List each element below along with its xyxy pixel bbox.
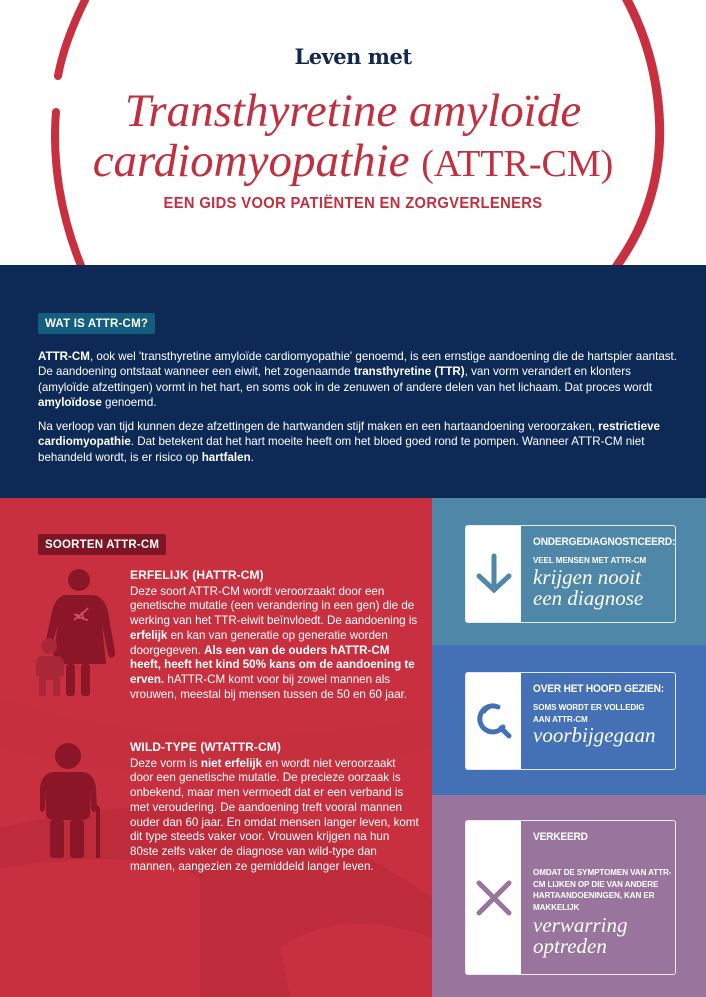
types-tag: SOORTEN ATTR-CM: [38, 534, 166, 555]
type-hereditary-title: ERFELIJK (HATTR-CM): [130, 568, 264, 582]
parent-child-dna-icon: [36, 568, 116, 696]
text-run: Deze vorm is: [130, 756, 201, 770]
stat-panel-underdiagnosed: [432, 498, 706, 645]
header: [0, 0, 706, 265]
text-run: , ook wel 'transthyretine amyloïde cardiomyopathie' genoemd, is een ernstige aandoening die de hartspier aantast. De aandoening ontstaat wanneer een eiwit, het zogenaamde: [38, 350, 677, 379]
text-run: .: [250, 450, 254, 464]
bold-text-run: transthyretine (TTR): [353, 365, 465, 379]
stat-highlight: voorbijgegaan: [533, 723, 656, 747]
bold-text-run: erfelijk: [130, 628, 168, 642]
stat-heading: OVER HET HOOFD GEZIEN:: [533, 683, 664, 695]
type-wild-title: WILD-TYPE (WTATTR-CM): [130, 740, 281, 754]
stat-lead: VEEL MENSEN MET ATTR-CM: [533, 555, 647, 565]
title-line-2: [0, 136, 706, 189]
type-hereditary-body: [130, 585, 420, 703]
stat-lead: SOMS WORDT ER VOLLEDIG AAN ATTR-CM: [533, 702, 645, 724]
stat-card: [465, 672, 676, 770]
bold-text-run: hartfalen: [201, 450, 251, 464]
what-is-paragraph-1: [38, 349, 678, 410]
stat-lead: OMDAT DE SYMPTOMEN VAN ATTR-CM LIJKEN OP DIE VAN ANDERE HARTAANDOENINGEN, KAN ER MAKKELIJK: [533, 867, 672, 912]
bold-text-run: ATTR-CM: [38, 350, 90, 363]
type-wild-body: [130, 757, 420, 875]
text-run: . Dat betekent dat het hart moeite heeft om het bloed goed rond te pompen. Wanneer ATTR-CM niet behandeld wordt, is er risico op: [38, 435, 645, 464]
stat-card: [465, 820, 676, 975]
text-run: genoemd.: [101, 395, 157, 409]
subtitle: EEN GIDS VOOR PATIËNTEN EN ZORGVERLENERS: [163, 195, 543, 212]
text-run: Deze soort ATTR-CM wordt veroorzaakt door een genetische mutatie (een verandering in een gen) die de werking van het TTR-eiwit beïnvloedt. De aandoening is: [130, 584, 418, 628]
what-is-section: [0, 265, 706, 498]
stat-heading: ONDERGEDIAGNOSTICEERD:: [533, 536, 676, 548]
stat-text: [533, 683, 669, 746]
elderly-person-cane-icon: [40, 742, 106, 858]
text-run: , van vorm verandert en klonters (amyloïde afzettingen) vormt in het hart, en soms ook in de zenuwen of andere delen van het lichaam. Dat proces wordt: [38, 365, 653, 394]
icon-box: [466, 673, 521, 769]
bold-text-run: Als een van de ouders hATTR-CM heeft, heeft het kind 50% kans om de aandoening te erven.: [130, 643, 415, 686]
stat-panel-overlooked: [432, 645, 706, 795]
cross-icon: [475, 879, 513, 917]
what-is-paragraph-2: [38, 419, 678, 465]
icon-box: [466, 526, 521, 622]
stat-panel-misdiagnosed: [432, 795, 706, 997]
icon-box: [466, 821, 521, 974]
bold-text-run: amyloïdose: [38, 395, 102, 409]
text-run: hATTR-CM komt voor bij zowel mannen als vrouwen, meestal bij mensen tussen de 50 en 60 jaar.: [130, 672, 408, 701]
title-line-1: Transthyretine amyloïde: [124, 85, 582, 137]
text-run: Na verloop van tijd kunnen deze afzettingen de hartwanden stijf maken en een hartaandoening veroorzaken,: [38, 420, 599, 434]
magnifier-icon: [474, 701, 514, 741]
stat-highlight: verwarring optreden: [533, 913, 628, 958]
pre-title: Leven met: [294, 44, 412, 69]
stat-text: [533, 831, 672, 958]
bold-text-run: restrictieve cardiomyopathie: [38, 420, 660, 449]
text-run: en wordt niet veroorzaakt door een genetische mutatie. De precieze oorzaak is onbekend, maar men vermoedt dat er een verband is met veroudering. De aandoening treft vooral mannen ouder dan 60 jaar. En omdat mensen langer leven, komt dit type steeds vaker voor. Vrouwen krijgen na hun 80ste zelfs vaker de diagnose van wild-type dan mannen, aangezien ze gemiddeld langer leven.: [130, 756, 419, 873]
what-is-tag: WAT IS ATTR-CM?: [38, 313, 155, 334]
stat-highlight: krijgen nooit een diagnose: [533, 564, 644, 610]
title-line-2-text: cardiomyopathie: [92, 135, 410, 187]
text-run: en kan van generatie op generatie worden doorgegeven.: [130, 628, 388, 657]
stat-heading: VERKEERD: [533, 831, 588, 843]
arrow-down-icon: [474, 553, 514, 595]
stat-text: [533, 536, 676, 610]
type-wild: [130, 740, 420, 874]
stat-card: [465, 525, 676, 623]
type-hereditary: [130, 568, 420, 702]
bold-text-run: niet erfelijk: [200, 756, 263, 770]
what-is-body: [38, 349, 678, 474]
title-abbreviation: (ATTR-CM): [421, 143, 614, 185]
page-title: [0, 86, 706, 189]
